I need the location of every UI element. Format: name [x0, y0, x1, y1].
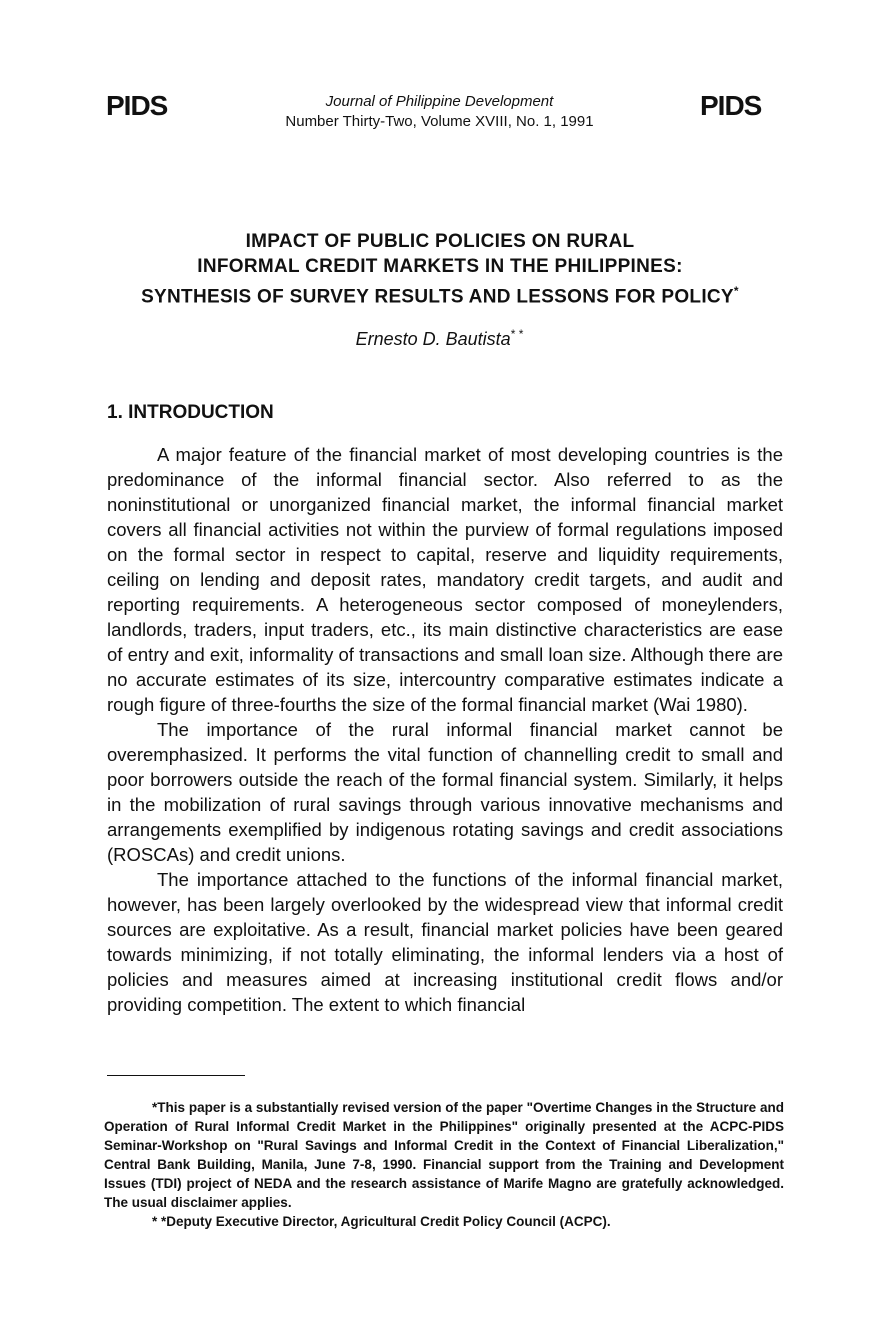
title-line-2: INFORMAL CREDIT MARKETS IN THE PHILIPPINES: — [197, 256, 683, 277]
journal-name: Journal of Philippine Development — [325, 93, 554, 110]
paragraph-2: The importance of the rural informal financial market cannot be overemphasized. It performs the vital function of channelling credit to small and poor borrowers outside the reach of the formal financial system. Similarly, it helps in the mobilization of rural savings through various innovative mechanisms and arrangements exemplified by indigenous rotating savings and credit associations (ROSCAs) and credit unions. — [107, 719, 783, 865]
title-line-3 — [90, 279, 790, 309]
journal-number: Number Thirty-Two, Volume XVIII, No. 1, 1991 — [285, 113, 594, 130]
author-line — [0, 327, 879, 350]
footnote-1: *This paper is a substantially revised version of the paper "Overtime Changes in the Structure and Operation of Rural Informal Credit Market in the Philippines" originally presented at the ACPC-PIDS Seminar-Workshop on "Rural Savings and Informal Credit in the Context of Financial Liberalization," Central Bank Building, Manila, June 7-8, 1990. Financial support from the Training and Development Issues (TDI) project of NEDA and the research assistance of Marife Magno are gratefully acknowledged. The usual disclaimer applies. — [104, 1100, 784, 1210]
journal-header — [0, 92, 879, 132]
footnote-divider — [107, 1075, 245, 1076]
title-footnote-mark: * — [733, 284, 739, 298]
title-line-1: IMPACT OF PUBLIC POLICIES ON RURAL — [245, 231, 635, 252]
body-text — [107, 442, 783, 1017]
author-name: Ernesto D. Bautista — [355, 329, 511, 349]
pids-logo-right: PIDS — [700, 90, 762, 121]
paragraph-1: A major feature of the financial market of most developing countries is the predominance of the informal financial sector. Also referred to as the noninstitutional or unorganized financial market, the informal financial market covers all financial activities not within the purview of formal regulations imposed on the formal sector in respect to capital, reserve and liquidity requirements, ceiling on lending and deposit rates, mandatory credit targets, and audit and reporting requirements. A heterogeneous sector composed of moneylenders, landlords, traders, input traders, etc., its main distinctive characteristics are ease of entry and exit, informality of transactions and small loan size. Although there are no accurate estimates of its size, intercountry comparative estimates indicate a rough figure of three-fourths the size of the formal financial market (Wai 1980). — [107, 444, 783, 715]
paragraph-3: The importance attached to the functions of the informal financial market, however, has been largely overlooked by the widespread view that informal credit sources are exploitative. As a result, financial market policies have been geared towards minimizing, if not totally eliminating, the informal lenders via a host of policies and measures aimed at increasing institutional credit flows and/or providing competition. The extent to which financial — [107, 869, 783, 1015]
pids-logo-left: PIDS — [106, 90, 168, 121]
author-footnote-mark: * * — [510, 327, 524, 341]
title-line-3-text: SYNTHESIS OF SURVEY RESULTS AND LESSONS FOR POLICY — [141, 286, 734, 308]
footnotes — [104, 1098, 784, 1231]
footnote-2: * *Deputy Executive Director, Agricultural Credit Policy Council (ACPC). — [152, 1214, 611, 1229]
article-title — [90, 229, 790, 309]
section-heading: 1. INTRODUCTION — [107, 402, 274, 423]
